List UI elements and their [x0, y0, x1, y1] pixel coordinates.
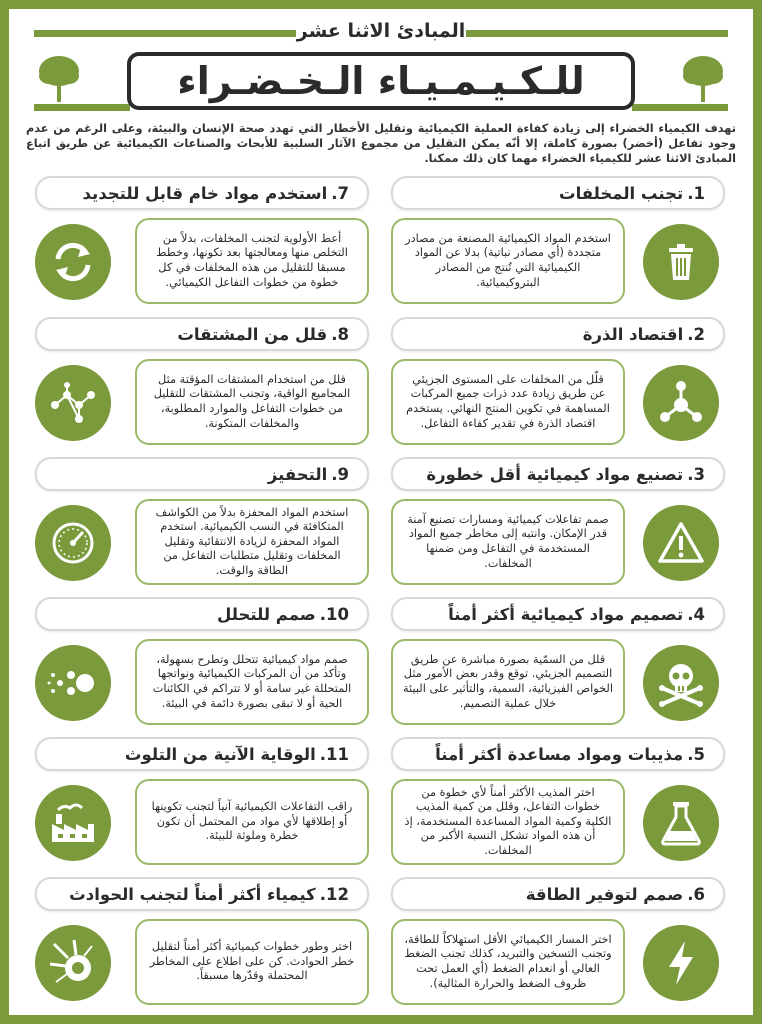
recycle-icon	[35, 224, 111, 300]
principle-12	[35, 877, 369, 1009]
principle-1	[391, 176, 725, 308]
principle-8	[35, 317, 369, 449]
molecule-icon	[643, 365, 719, 441]
network-icon	[35, 365, 111, 441]
principle-6	[391, 877, 725, 1009]
principle-description: قلّل من المخلفات على المستوى الجزيئي عن طريق زيادة عدد ذرات جميع المركبات المساهمة في تكوين المنتج النهائي. يستخدم اقتصاد الذرة في تقدير كفاءة التفاعل.	[391, 359, 625, 445]
principle-title: 11. الوقاية الآنية من التلوث	[35, 737, 369, 771]
principle-description: اختر المسار الكيميائي الأقل استهلاكاً للطاقة، وتجنب التسخين والتبريد، كذلك تجنب الضغط العالي أو انعدام الضغط (أي العمل تحت ظروف الضغط والحرارة المثالية).	[391, 919, 625, 1005]
principle-5	[391, 737, 725, 869]
principle-title: 5. مذيبات ومواد مساعدة أكثر أمناً	[391, 737, 725, 771]
principle-4	[391, 597, 725, 729]
explosion-icon	[35, 925, 111, 1001]
tree-icon	[38, 54, 80, 104]
warning-icon	[643, 505, 719, 581]
principle-title: 4. تصميم مواد كيميائية أكثر أمناً	[391, 597, 725, 631]
intro-paragraph: تهدف الكيمياء الخضراء إلى زيادة كفاءة العملية الكيميائية وتقليل الأخطار التي تهدد صحة الإنسان والبيئة، وعلى الرغم من عدم وجود تفاعل (أخضر) بصورة كاملة، إلا أنّه يمكن التقليل من مجموع الآثار السلبية للأبحاث والصناعات الكيميائية عن طريق اتباع المبادئ الاثنا عشر للكيمياء الخضراء مهما كان ذلك ممكنا.	[26, 122, 736, 165]
principle-title: 3. تصنيع مواد كيميائية أقل خطورة	[391, 457, 725, 491]
page-subtitle: المبادئ الاثنا عشر	[296, 20, 466, 42]
title-rule-left	[34, 104, 130, 111]
trash-icon	[643, 224, 719, 300]
principle-description: صمم تفاعلات كيميائية ومسارات تصنيع آمنة قدر الإمكان. وانتبه إلى مخاطر جميع المواد المستخدمة في التفاعل ومن ضمنها المخلفات.	[391, 499, 625, 585]
principle-9	[35, 457, 369, 589]
principle-title: 10. صمم للتحلل	[35, 597, 369, 631]
principle-title: 2. اقتصاد الذرة	[391, 317, 725, 351]
principle-description: أعط الأولوية لتجنب المخلفات، بدلاً من التخلص منها ومعالجتها بعد تكونها، وخطط مسبقا للتقليل من هذه المخلفات في كل خطوة من خطوات التفاعل الكيميائي.	[135, 218, 369, 304]
principle-description: استخدم المواد المحفزة بدلاً من الكواشف المتكافئة في النسب الكيميائية. استخدم المواد المحفزة لزيادة الانتقائية وتقليل المخلفات وتقليل متطلبات التفاعل من الطاقة والوقت.	[135, 499, 369, 585]
principle-description: صمم مواد كيميائية تتحلل وتطرح بسهولة، وتأكد من أن المركبات الكيميائية ونواتجها المتحللة غير سامة أو لا تتراكم في الكائنات الحية أو لا تبقى بصورة دائمة في البيئة.	[135, 639, 369, 725]
principle-title: 6. صمم لتوفير الطاقة	[391, 877, 725, 911]
lightning-icon	[643, 925, 719, 1001]
principle-title: 12. كيمياء أكثر أمناً لتجنب الحوادث	[35, 877, 369, 911]
factory-icon	[35, 785, 111, 861]
principle-description: قلل من استخدام المشتقات المؤقتة مثل المجاميع الواقية، وتجنب المشتقات للتقليل من خطوات التفاعل والموارد المطلوبة، والمخلفات المتكونة.	[135, 359, 369, 445]
principle-title: 1. تجنب المخلفات	[391, 176, 725, 210]
skull-icon	[643, 645, 719, 721]
principle-title: 9. التحفيز	[35, 457, 369, 491]
principle-description: اختر وطور خطوات كيميائية أكثر أمناً لتقليل خطر الحوادث. كن على اطلاع على المخاطر المحتملة وقدّرها مسبقاً.	[135, 919, 369, 1005]
principle-title: 8. قلل من المشتقات	[35, 317, 369, 351]
gauge-icon	[35, 505, 111, 581]
principle-description: استخدم المواد الكيميائية المصنعة من مصادر متجددة (أي مصادر نباتية) بدلا عن المواد الكيميائية التي تُنتج من المصادر البتروكيميائية.	[391, 218, 625, 304]
principle-description: اختر المذيب الأكثر أمناً لأي خطوة من خطوات التفاعل، وقلل من كمية المذيب الكلية وكمية المواد المساعدة المستخدمة، إذ أن هذه المواد تشكل النسبة الأكبر من المخلفات.	[391, 779, 625, 865]
flask-icon	[643, 785, 719, 861]
principle-description: راقب التفاعلات الكيميائية آنياً لتجنب تكوينها أو إطلاقها لأي مواد من المحتمل أن تكون خطرة وملوثة للبيئة.	[135, 779, 369, 865]
principle-3	[391, 457, 725, 589]
tree-icon	[682, 54, 724, 104]
principle-10	[35, 597, 369, 729]
degrade-icon	[35, 645, 111, 721]
title-rule-right	[632, 104, 728, 111]
principle-7	[35, 176, 369, 308]
page-title: للـكـيـمـيـاء الـخـضـراء	[127, 52, 635, 110]
principle-title: 7. استخدم مواد خام قابل للتجديد	[35, 176, 369, 210]
principle-11	[35, 737, 369, 869]
principle-description: قلل من السمّية بصورة مباشرة عن طريق التصميم الجزيئي. توقع وقدر بعض الأمور مثل الخواص الفيزيائية، السمية، والتأثير على البيئة خلال عملية التصميم.	[391, 639, 625, 725]
principle-2	[391, 317, 725, 449]
